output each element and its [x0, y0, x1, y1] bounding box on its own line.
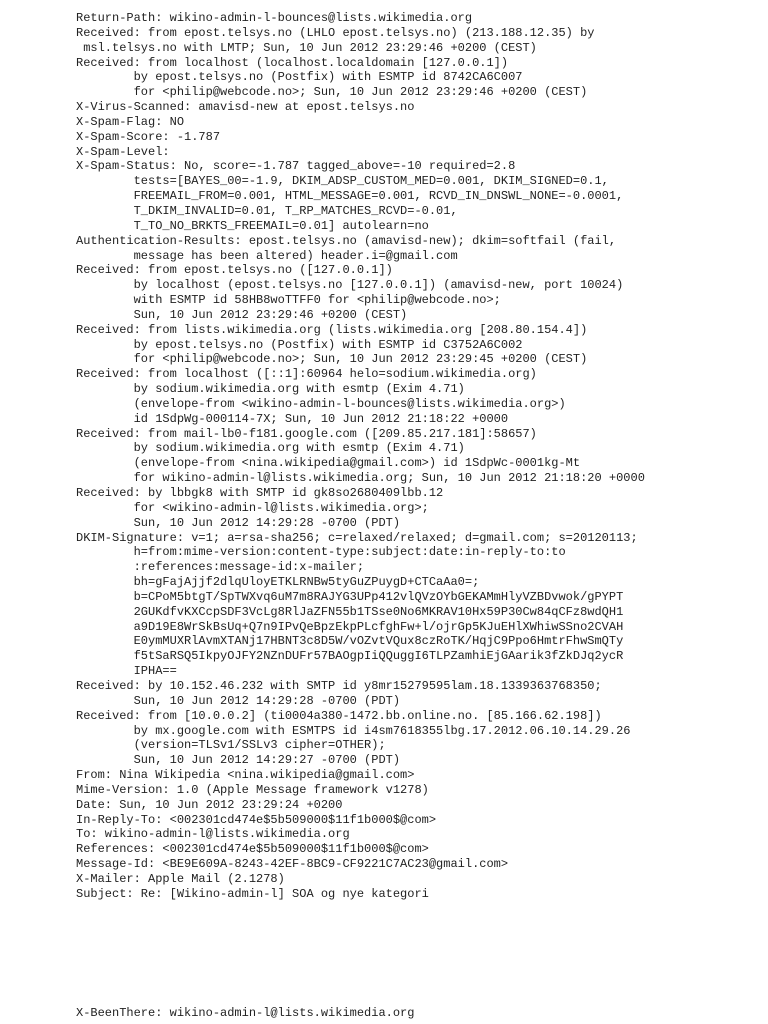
- email-header-line: 2GUKdfvKXCcpSDF3VcLg8RlJaZFN55b1TSse0No6MKRAV10Hx59P30Cw84qCFz8wdQH1: [76, 604, 624, 619]
- email-header-line: by localhost (epost.telsys.no [127.0.0.1]) (amavisd-new, port 10024): [76, 278, 624, 293]
- email-header-line: Subject: Re: [Wikino-admin-l] SOA og nye kategori: [76, 886, 429, 901]
- email-header-line: Received: from lists.wikimedia.org (lists.wikimedia.org [208.80.154.4]): [76, 322, 588, 337]
- email-header-line: References: <002301cd474e$5b509000$11f1b000$@com>: [76, 842, 429, 857]
- email-header-line: Mime-Version: 1.0 (Apple Message framework v1278): [76, 782, 429, 797]
- email-header-line: X-Spam-Score: -1.787: [76, 129, 221, 144]
- email-header-line: Received: from mail-lb0-f181.google.com ([209.85.217.181]:58657): [76, 426, 537, 441]
- email-header-line: bh=gFajAjjf2dlqUloyETKLRNBw5tyGuZPuygD+CTCaAa0=;: [76, 575, 480, 590]
- email-header-line: a9D19E8WrSkBsUq+Q7n9IPvQeBpzEkpPLcfghFw+l/ojrGp5KJuEHlXWhiwSSno2CVAH: [76, 619, 624, 634]
- email-header-line: Received: from localhost (localhost.localdomain [127.0.0.1]): [76, 55, 509, 70]
- email-header-line: with ESMTP id 58HB8woTTFF0 for <philip@webcode.no>;: [76, 293, 501, 308]
- email-header-line: X-Spam-Level:: [76, 144, 170, 159]
- email-header-line: E0ymMUXRlAvmXTANj17HBNT3c8D5W/vOZvtVQux8czRoTK/HqjC9Ppo6HmtrFhwSmQTy: [76, 634, 624, 649]
- email-header-line: X-Mailer: Apple Mail (2.1278): [76, 871, 285, 886]
- email-header-line: Authentication-Results: epost.telsys.no (amavisd-new); dkim=softfail (fail,: [76, 233, 617, 248]
- email-header-line: id 1SdpWg-000114-7X; Sun, 10 Jun 2012 21:18:22 +0000: [76, 411, 509, 426]
- email-header-line: Message-Id: <BE9E609A-8243-42EF-8BC9-CF9221C7AC23@gmail.com>: [76, 857, 509, 872]
- email-header-line: for <philip@webcode.no>; Sun, 10 Jun 2012 23:29:46 +0200 (CEST): [76, 85, 588, 100]
- email-header-line: f5tSaRSQ5IkpyOJFY2NZnDUFr57BAOgpIiQQuggI6TLPZamhiEjGAarik3fZkDJq2ycR: [76, 649, 624, 664]
- email-header-line: Sun, 10 Jun 2012 14:29:27 -0700 (PDT): [76, 753, 401, 768]
- email-header-line: b=CPoM5btgT/SpTWXvq6uM7m8RAJYG3UPp412vlQVzOYbGEKAMmHlyVZBDvwok/gPYPT: [76, 589, 624, 604]
- email-header-line: msl.telsys.no with LMTP; Sun, 10 Jun 2012 23:29:46 +0200 (CEST): [76, 40, 537, 55]
- email-header-line: From: Nina Wikipedia <nina.wikipedia@gmail.com>: [76, 768, 415, 783]
- email-header-line: by epost.telsys.no (Postfix) with ESMTP id C3752A6C002: [76, 337, 523, 352]
- email-header-line: Received: by 10.152.46.232 with SMTP id y8mr15279595lam.18.1339363768350;: [76, 678, 602, 693]
- email-header-line: Received: from epost.telsys.no (LHLO epost.telsys.no) (213.188.12.35) by: [76, 25, 595, 40]
- email-header-line: Received: by lbbgk8 with SMTP id gk8so2680409lbb.12: [76, 486, 444, 500]
- email-header-line: Received: from epost.telsys.no ([127.0.0.1]): [76, 263, 393, 278]
- email-header-line: Sun, 10 Jun 2012 23:29:46 +0200 (CEST): [76, 307, 408, 322]
- email-header-line: for <philip@webcode.no>; Sun, 10 Jun 2012 23:29:45 +0200 (CEST): [76, 352, 588, 367]
- email-header-line: h=from:mime-version:content-type:subject:date:in-reply-to:to: [76, 545, 566, 560]
- email-header-line: X-Virus-Scanned: amavisd-new at epost.telsys.no: [76, 100, 415, 115]
- email-header-line: T_TO_NO_BRKTS_FREEMAIL=0.01] autolearn=no: [76, 218, 429, 233]
- email-raw-headers: [76, 11, 645, 902]
- email-header-line: by epost.telsys.no (Postfix) with ESMTP id 8742CA6C007: [76, 70, 523, 85]
- email-header-x-beenthere: X-BeenThere: wikino-admin-l@lists.wikimedia.org: [76, 1006, 415, 1020]
- email-header-line: Return-Path: wikino-admin-l-bounces@lists.wikimedia.org: [76, 11, 473, 25]
- email-header-line: by mx.google.com with ESMTPS id i4sm7618355lbg.17.2012.06.10.14.29.26: [76, 723, 631, 738]
- email-header-line: (envelope-from <wikino-admin-l-bounces@lists.wikimedia.org>): [76, 396, 566, 411]
- email-header-line: Sun, 10 Jun 2012 14:29:28 -0700 (PDT): [76, 693, 401, 708]
- email-header-line: T_DKIM_INVALID=0.01, T_RP_MATCHES_RCVD=-0.01,: [76, 203, 458, 218]
- email-header-line: message has been altered) header.i=@gmail.com: [76, 248, 458, 263]
- email-header-line: X-Spam-Flag: NO: [76, 114, 185, 129]
- email-header-line: X-Spam-Status: No, score=-1.787 tagged_above=-10 required=2.8: [76, 159, 516, 174]
- email-header-line: DKIM-Signature: v=1; a=rsa-sha256; c=relaxed/relaxed; d=gmail.com; s=20120113;: [76, 530, 638, 545]
- email-header-line: Received: from [10.0.0.2] (ti0004a380-1472.bb.online.no. [85.166.62.198]): [76, 708, 602, 723]
- email-header-line: tests=[BAYES_00=-1.9, DKIM_ADSP_CUSTOM_MED=0.001, DKIM_SIGNED=0.1,: [76, 174, 609, 189]
- email-header-line: Received: from localhost ([::1]:60964 helo=sodium.wikimedia.org): [76, 367, 537, 382]
- email-header-line: by sodium.wikimedia.org with esmtp (Exim 4.71): [76, 441, 465, 456]
- email-header-line: (version=TLSv1/SSLv3 cipher=OTHER);: [76, 738, 386, 753]
- email-header-line: :references:message-id:x-mailer;: [76, 560, 365, 575]
- email-header-line: Sun, 10 Jun 2012 14:29:28 -0700 (PDT): [76, 515, 401, 530]
- email-header-line: FREEMAIL_FROM=0.001, HTML_MESSAGE=0.001, RCVD_IN_DNSWL_NONE=-0.0001,: [76, 189, 624, 204]
- email-header-line: for wikino-admin-l@lists.wikimedia.org; Sun, 10 Jun 2012 21:18:20 +0000: [76, 471, 645, 486]
- email-header-line: In-Reply-To: <002301cd474e$5b509000$11f1b000$@com>: [76, 812, 437, 827]
- email-header-line: (envelope-from <nina.wikipedia@gmail.com>) id 1SdpWc-0001kg-Mt: [76, 456, 581, 471]
- email-header-line: IPHA==: [76, 664, 177, 679]
- email-header-line: for <wikino-admin-l@lists.wikimedia.org>;: [76, 500, 429, 515]
- email-header-line: by sodium.wikimedia.org with esmtp (Exim 4.71): [76, 382, 465, 397]
- email-header-line: To: wikino-admin-l@lists.wikimedia.org: [76, 827, 350, 842]
- email-header-line: Date: Sun, 10 Jun 2012 23:29:24 +0200: [76, 797, 343, 812]
